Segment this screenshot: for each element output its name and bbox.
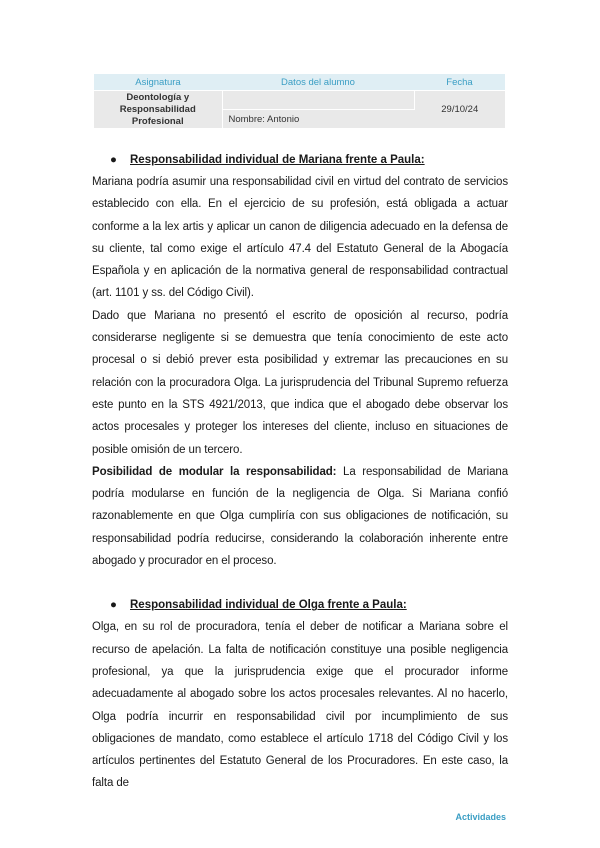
paragraph: Dado que Mariana no presentó el escrito de oposición al recurso, podría considerarse negligente si se demuestra que tenía conocimiento de este acto procesal o si debió prever esta posibilidad y extremar las precauciones en su relación con la procuradora Olga. La jurisprudencia del Tribunal Supremo refuerza este punto en la STS 4921/2013, que indica que el abogado debe observar los actos procesales y proteger los intereses del cliente, incluso en situaciones de posible omisión de un tercero. [92,309,508,456]
bullet-icon: ● [110,154,117,166]
paragraph-label: Posibilidad de modular la responsabilidad: [92,465,337,478]
header-col-student: Datos del alumno [222,74,414,91]
document-body [92,149,508,795]
subject-cell: Deontología y Responsabilidad Profesional [94,91,222,129]
header-col-date: Fecha [414,74,505,91]
spacer [92,572,508,594]
header-col-subject: Asignatura [94,74,222,91]
paragraph: Olga, en su rol de procuradora, tenía el deber de notificar a Mariana sobre el recurso de apelación. La falta de notificación constituye una posible negligencia profesional, ya que la jurisprudencia exige que el procurador informe adecuadamente al abogado sobre los actos procesales relevantes. Al no hacerlo, Olga podría incurrir en responsabilidad civil por incumplimiento de sus obligaciones de mandato, como establece el artículo 1718 del Código Civil y los artículos pertinentes del Estatuto General de los Procuradores. En este caso, la falta de [92,621,508,790]
section-title: Responsabilidad individual de Olga frente a Paula: [130,599,407,612]
student-name-cell: Nombre: Antonio [222,110,414,129]
footer-label: Actividades [455,812,506,822]
date-cell: 29/10/24 [414,91,505,129]
section-heading-mariana [92,149,508,171]
bullet-icon: ● [110,599,117,612]
paragraph [92,461,508,572]
paragraph: Mariana podría asumir una responsabilidad civil en virtud del contrato de servicios establecido con ella. En el ejercicio de su profesión, está obligada a actuar conforme a la lex artis y aplicar un canon de diligencia adecuado en la defensa de su cliente, tal como exige el artículo 47.4 del Estatuto General de la Abogacía Española y en aplicación de la normativa general de responsabilidad contractual (art. 1101 y ss. del Código Civil). [92,176,508,300]
header-table [94,74,505,129]
paragraph-text: La responsabilidad de Mariana podría modularse en función de la negligencia de Olga. Si Mariana confió razonablemente en que Olga cumpliría con sus obligaciones de notificación, su responsabilidad podría reducirse, considerando la colaboración inherente entre abogado y procurador en el proceso. [92,465,508,568]
section-heading-olga [92,594,508,616]
section-title: Responsabilidad individual de Mariana frente a Paula: [130,154,425,166]
student-blank-cell [222,91,414,110]
